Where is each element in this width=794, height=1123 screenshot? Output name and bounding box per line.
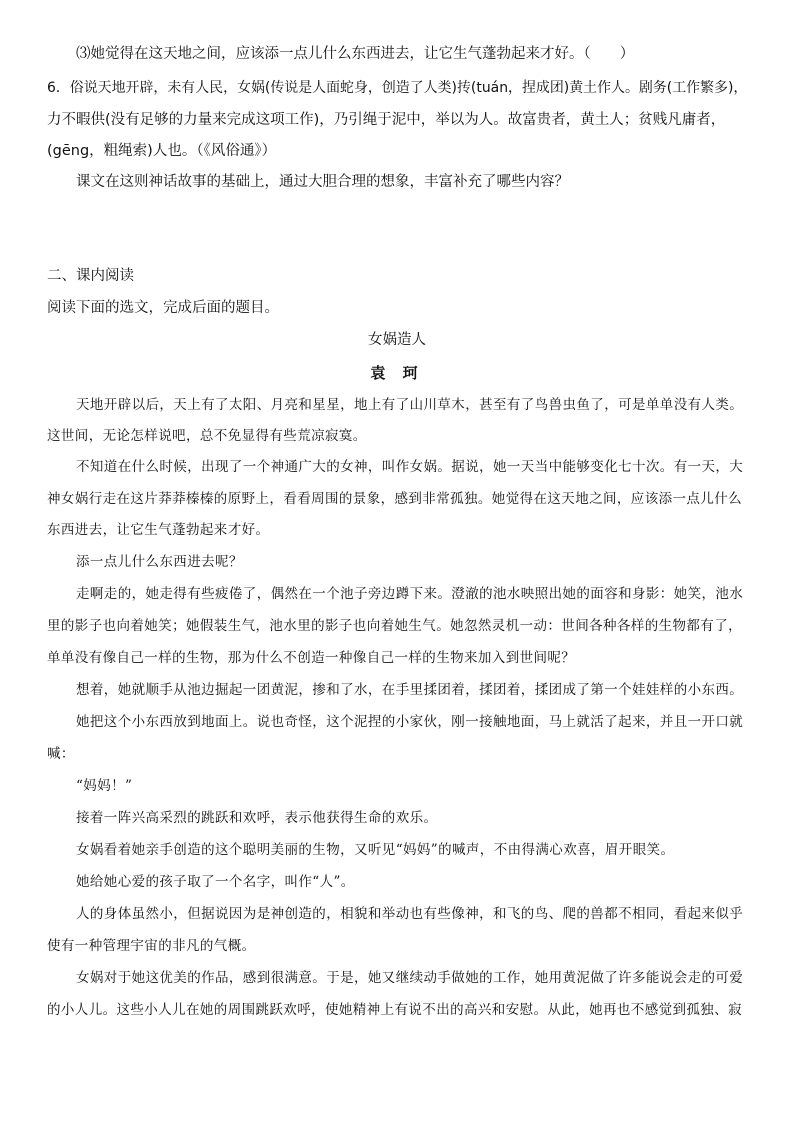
article-line: 人的身体虽然小，但据说因为是神创造的，相貌和举动也有些像神，和飞的鸟、爬的兽都不相同，看起来似乎 bbox=[76, 906, 744, 922]
article-line: 神女娲行走在这片莽莽榛榛的原野上，看看周围的景象，感到非常孤独。她觉得在这天地之间，应该添一点儿什么 bbox=[47, 491, 742, 507]
article-line: 接着一阵兴高采烈的跳跃和欢呼，表示他获得生命的欢乐。 bbox=[76, 810, 438, 826]
article-line: 添一点儿什么东西进去呢？ bbox=[76, 554, 243, 570]
question-6-line-1: 6．俗说天地开辟，未有人民，女娲(传说是人面蛇身，创造了人类)抟(tuán，捏成团)黄土作人。剧务(工作繁多)， bbox=[47, 80, 748, 96]
article-line: 她给她心爱的孩子取了一个名字，叫作“人”。 bbox=[76, 874, 355, 890]
section-instruction: 阅读下面的选文，完成后面的题目。 bbox=[47, 300, 279, 316]
article-line: 不知道在什么时候，出现了一个神通广大的女神，叫作女娲。据说，她一天当中能够变化七十次。有一天，大 bbox=[76, 459, 744, 475]
article-line: 她把这个小东西放到地面上。说也奇怪，这个泥捏的小家伙，刚一接触地面，马上就活了起来，并且一开口就 bbox=[76, 714, 744, 730]
article-line: 喊： bbox=[47, 746, 75, 762]
question-3: ⑶她觉得在这天地之间，应该添一点儿什么东西进去，让它生气蓬勃起来才好。（ ） bbox=[76, 46, 635, 62]
article-line: 的小人儿。这些小人儿在她的周围跳跃欢呼，使她精神上有说不出的高兴和安慰。从此，她再也不感觉到孤独、寂 bbox=[47, 1002, 742, 1018]
article-line: 走啊走的，她走得有些疲倦了，偶然在一个池子旁边蹲下来。澄澈的池水映照出她的面容和身影：她笑，池水 bbox=[76, 586, 744, 602]
article-author: 袁 珂 bbox=[370, 364, 424, 382]
article-line: 这世间，无论怎样说吧，总不免显得有些荒凉寂寞。 bbox=[47, 428, 367, 444]
article-line: “妈妈！” bbox=[76, 778, 133, 794]
article-line: 东西进去，让它生气蓬勃起来才好。 bbox=[47, 522, 270, 538]
article-title: 女娲造人 bbox=[368, 332, 426, 348]
article-line: 天地开辟以后，天上有了太阳、月亮和星星，地上有了山川草木，甚至有了鸟兽虫鱼了，可是单单没有人类。 bbox=[76, 397, 744, 413]
article-line: 里的影子也向着她笑；她假装生气，池水里的影子也向着她生气。她忽然灵机一动：世间各种各样的生物都有了， bbox=[47, 618, 742, 634]
question-6-prompt: 课文在这则神话故事的基础上，通过大胆合理的想象，丰富补充了哪些内容？ bbox=[76, 174, 569, 190]
article-line: 使有一种管理宇宙的非凡的气概。 bbox=[47, 938, 256, 954]
article-line: 想着，她就顺手从池边掘起一团黄泥，掺和了水，在手里揉团着，揉团着，揉团成了第一个娃娃样的小东西。 bbox=[76, 682, 744, 698]
article-line: 女娲看着她亲手创造的这个聪明美丽的生物，又听见“妈妈”的喊声，不由得满心欢喜，眉开眼笑。 bbox=[76, 842, 675, 858]
article-line: 单单没有像自己一样的生物，那为什么不创造一种像自己一样的生物来加入到世间呢？ bbox=[47, 650, 576, 666]
question-6-line-3: (gēng，粗绳索)人也。（《风俗通》） bbox=[47, 143, 277, 159]
section-heading: 二、课内阅读 bbox=[47, 268, 134, 284]
article-line: 女娲对于她这优美的作品，感到很满意。于是，她又继续动手做她的工作，她用黄泥做了许多能说会走的可爱 bbox=[76, 970, 744, 986]
question-6-line-2: 力不暇供(没有足够的力量来完成这项工作)，乃引绳于泥中，举以为人。故富贵者，黄土人；贫贱凡庸者， bbox=[47, 112, 726, 128]
